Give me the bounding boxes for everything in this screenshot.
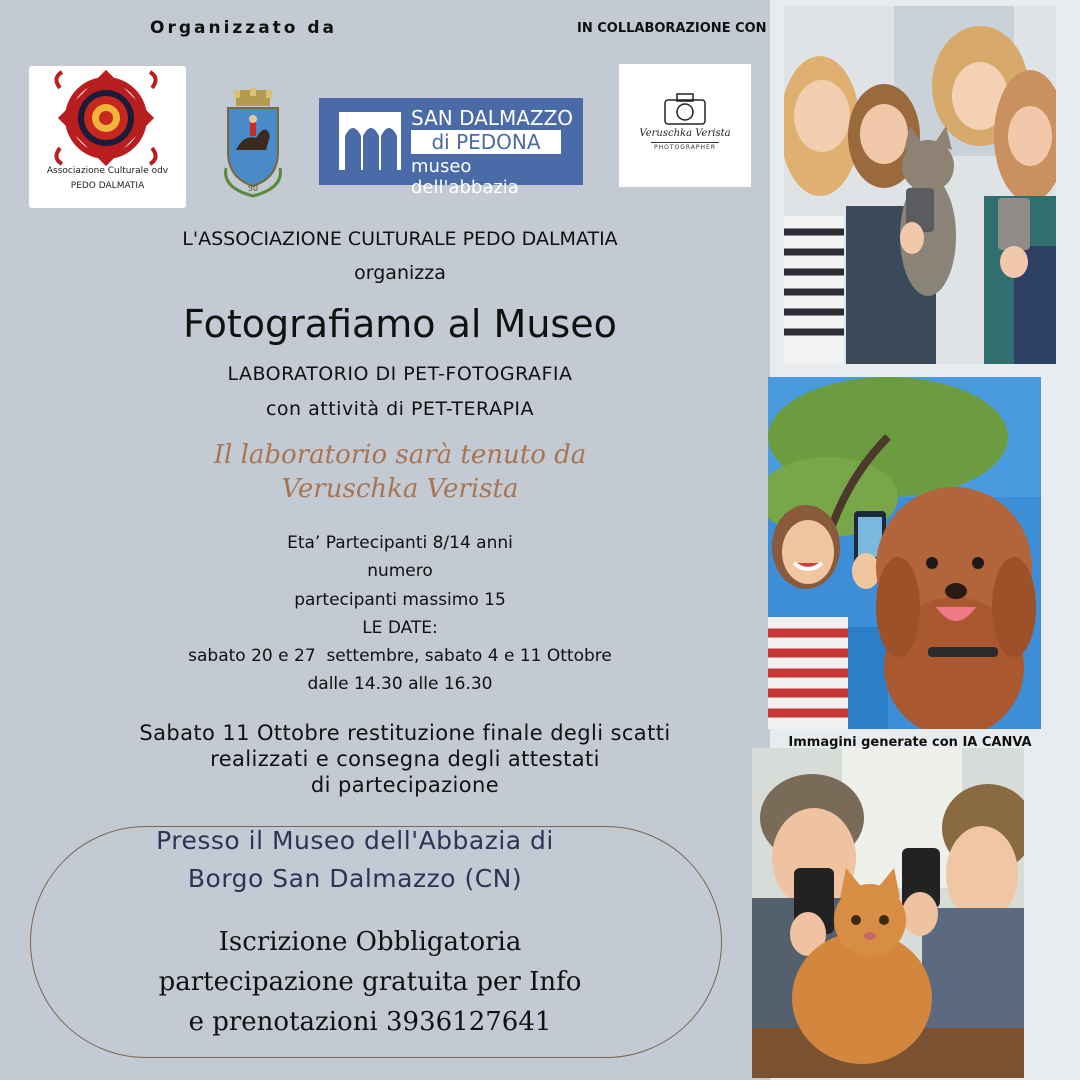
museum-logo-line1: SAN DALMAZZO — [411, 106, 574, 130]
held-by-line1: Il laboratorio sarà tenuto da — [213, 440, 587, 470]
organized-by-label: Organizzato da — [150, 18, 338, 38]
dates-list: sabato 20 e 27 settembre, sabato 4 e 11 Ottobre — [188, 646, 612, 666]
number-label: numero — [367, 561, 433, 581]
photographer-signature: Veruschka Verista — [639, 128, 731, 139]
museum-logo — [319, 98, 583, 198]
registration-line3: e prenotazioni 3936127641 — [188, 1007, 552, 1037]
registration-line1: Iscrizione Obbligatoria — [218, 927, 522, 957]
venue-line2: Borgo San Dalmazzo (CN) — [187, 864, 523, 893]
event-subtitle-therapy: con attività di PET-TERAPIA — [265, 398, 535, 420]
photo-children-dog — [768, 377, 1041, 729]
crest-number: 50 — [247, 184, 259, 193]
age-info: Eta’ Partecipanti 8/14 anni — [287, 533, 513, 553]
event-title: Fotografiamo al Museo — [183, 302, 617, 346]
held-by-line2: Veruschka Verista — [281, 474, 519, 504]
association-logo — [29, 66, 186, 208]
organizes-label: organizza — [354, 262, 446, 284]
photo-children-kitten — [784, 6, 1056, 364]
final-line1: Sabato 11 Ottobre restituzione finale degli scatti — [139, 721, 671, 745]
final-line3: di partecipazione — [310, 773, 500, 797]
hours-info: dalle 14.30 alle 16.30 — [307, 674, 493, 694]
comune-crest — [222, 88, 284, 200]
final-line2: realizzati e consegna degli attestati — [210, 747, 600, 771]
dates-label: LE DATE: — [362, 618, 438, 638]
collaboration-label: IN COLLABORAZIONE CON — [577, 21, 767, 36]
arches-icon — [339, 112, 401, 170]
max-participants: partecipanti massimo 15 — [294, 590, 506, 610]
photo-children-cat — [752, 748, 1024, 1078]
museum-logo-line3: museo dell'abbazia — [411, 156, 519, 198]
camera-icon — [663, 92, 707, 126]
images-caption: Immagini generate con IA CANVA — [788, 735, 1032, 750]
association-logo-line1: Associazione Culturale odv — [46, 166, 169, 176]
photographer-label: PHOTOGRAPHER — [653, 144, 716, 151]
event-subtitle: LABORATORIO DI PET-FOTOGRAFIA — [227, 363, 573, 385]
photographer-logo — [619, 64, 751, 187]
registration-line2: partecipazione gratuita per Info — [158, 967, 582, 997]
museum-logo-line2: di PEDONA — [431, 130, 541, 154]
association-name: L'ASSOCIAZIONE CULTURALE PEDO DALMATIA — [182, 228, 618, 250]
association-logo-line2: PEDO DALMATIA — [70, 181, 145, 191]
venue-line1: Presso il Museo dell'Abbazia di — [156, 826, 554, 855]
